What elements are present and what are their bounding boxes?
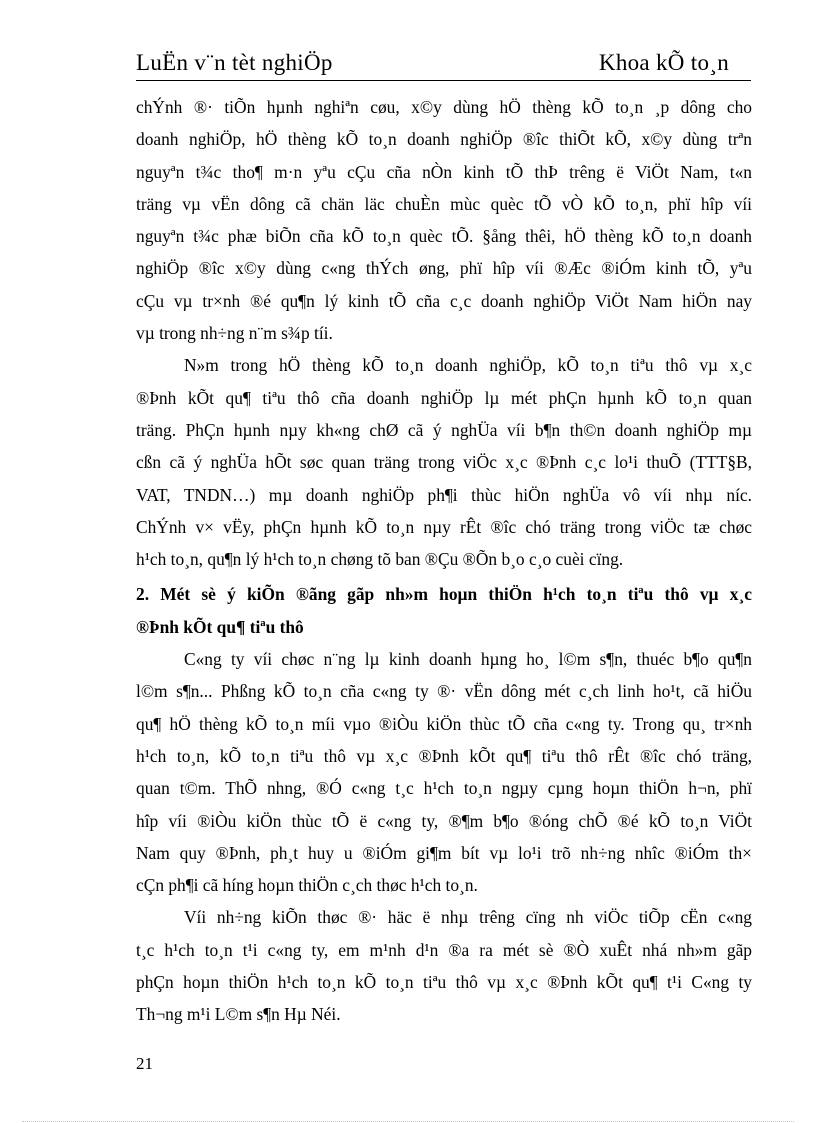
text-line: phÇn hoµn thiÖn h¹ch to¸n kÕ to¸n tiªu thô vµ x¸c ®Þnh kÕt qu¶ t¹i C«ng ty: [136, 972, 752, 993]
body-text: [136, 91, 752, 1031]
text-line: träng vµ vËn dông cã chän läc chuÈn mùc quèc tÕ vÒ kÕ to¸n, phï hîp víi: [136, 193, 752, 214]
text-line: qu¶ hÖ thèng kÕ to¸n míi vµo ®iÒu kiÖn thùc tÕ cña c«ng ty. Trong qu¸ tr×nh: [136, 713, 752, 734]
text-line: ChÝnh v× vËy, phÇn hµnh kÕ to¸n nµy rÊt ®îc chó träng trong viÖc tæ chøc: [136, 516, 752, 537]
page-header: [136, 50, 751, 81]
text-line: nguyªn t¾c phæ biÕn cña kÕ to¸n quèc tÕ. §ång thêi, hÖ thèng kÕ to¸n doanh: [136, 226, 752, 247]
header-faculty-name: Khoa kÕ to¸n: [598, 50, 729, 75]
text-line: nguyªn t¾c tho¶ m·n yªu cÇu cña nÒn kinh tÕ thÞ trêng ë ViÖt Nam, t«n: [136, 161, 752, 182]
text-line: Víi nh÷ng kiÕn thøc ®· häc ë nhµ trêng cïng nh viÖc tiÕp cËn c«ng: [184, 907, 752, 928]
text-line: quan t©m. ThÕ nhng, ®Ó c«ng t¸c h¹ch to¸n ngµy cµng hoµn thiÖn h¬n, phï: [136, 778, 752, 799]
text-line: cßn cã ý nghÜa hÕt søc quan träng trong viÖc x¸c ®Þnh c¸c lo¹i thuÕ (TTT§B,: [136, 452, 752, 473]
text-line: chÝnh ®· tiÕn hµnh nghiªn cøu, x©y dùng hÖ thèng kÕ to¸n ¸p dông cho: [136, 97, 752, 117]
text-line: VAT, TNDN…) mµ doanh nghiÖp ph¶i thùc hiÖn nghÜa vô víi nhµ níc.: [136, 484, 752, 505]
text-line: cÇn ph¶i cã híng hoµn thiÖn c¸ch thøc h¹ch to¸n.: [136, 875, 478, 896]
text-line: h¹ch to¸n, qu¶n lý h¹ch to¸n chøng tõ ban ®Çu ®Õn b¸o c¸o cuèi cïng.: [136, 549, 624, 570]
text-line: C«ng ty víi chøc n¨ng lµ kinh doanh hµng ho¸ l©m s¶n, thuéc b¶o qu¶n: [184, 649, 752, 670]
section-heading: 2. Mét sè ý kiÕn ®ãng gãp nh»m hoµn thiÖn h¹ch to¸n tiªu thô vµ x¸c: [136, 584, 752, 605]
text-line: cÇu vµ tr×nh ®é qu¶n lý kinh tÕ cña c¸c doanh nghiÖp ViÖt Nam hiÖn nay: [136, 290, 752, 311]
text-line: Nam quy ®Þnh, ph¸t huy u ®iÓm gi¶m bít vµ lo¹i trõ nh÷ng nhîc ®iÓm th×: [136, 842, 752, 863]
text-line: ®Þnh kÕt qu¶ tiªu thô cña doanh nghiÖp lµ mét phÇn hµnh kÕ to¸n quan: [136, 387, 752, 408]
text-line: t¸c h¹ch to¸n t¹i c«ng ty, em m¹nh d¹n ®a ra mét sè ®Ò xuÊt nhá nh»m gãp: [136, 939, 752, 960]
text-line: doanh nghiÖp, hÖ thèng kÕ to¸n doanh nghiÖp ®îc thiÕt kÕ, x©y dùng trªn: [136, 129, 752, 150]
section-heading: ®Þnh kÕt qu¶ tiªu thô: [136, 616, 304, 637]
page-bottom-divider: [22, 1121, 794, 1122]
text-line: nghiÖp ®îc x©y dùng c«ng thÝch øng, phï hîp víi ®Æc ®iÓm kinh tÕ, yªu: [136, 258, 752, 279]
text-line: N»m trong hÖ thèng kÕ to¸n doanh nghiÖp, kÕ to¸n tiªu thô vµ x¸c: [184, 355, 752, 376]
header-thesis-title: LuËn v¨n tèt nghiÖp: [136, 50, 333, 75]
text-line: h¹ch to¸n, kÕ to¸n tiªu thô vµ x¸c ®Þnh kÕt qu¶ tiªu thô rÊt ®îc chó träng,: [136, 745, 752, 766]
text-line: l©m s¶n... Phßng kÕ to¸n cña c«ng ty ®· vËn dông mét c¸ch linh ho¹t, cã hiÖu: [136, 681, 752, 702]
text-line: träng. PhÇn hµnh nµy kh«ng chØ cã ý nghÜa víi b¶n th©n doanh nghiÖp mµ: [136, 419, 752, 440]
text-line: hîp víi ®iÒu kiÖn thùc tÕ ë c«ng ty, ®¶m b¶o ®óng chÕ ®é kÕ to¸n ViÖt: [136, 810, 752, 831]
page-number: 21: [136, 1054, 153, 1073]
text-line: Th¬ng m¹i L©m s¶n Hµ Néi.: [136, 1004, 341, 1025]
text-line: vµ trong nh÷ng n¨m s¾p tíi.: [136, 323, 333, 344]
